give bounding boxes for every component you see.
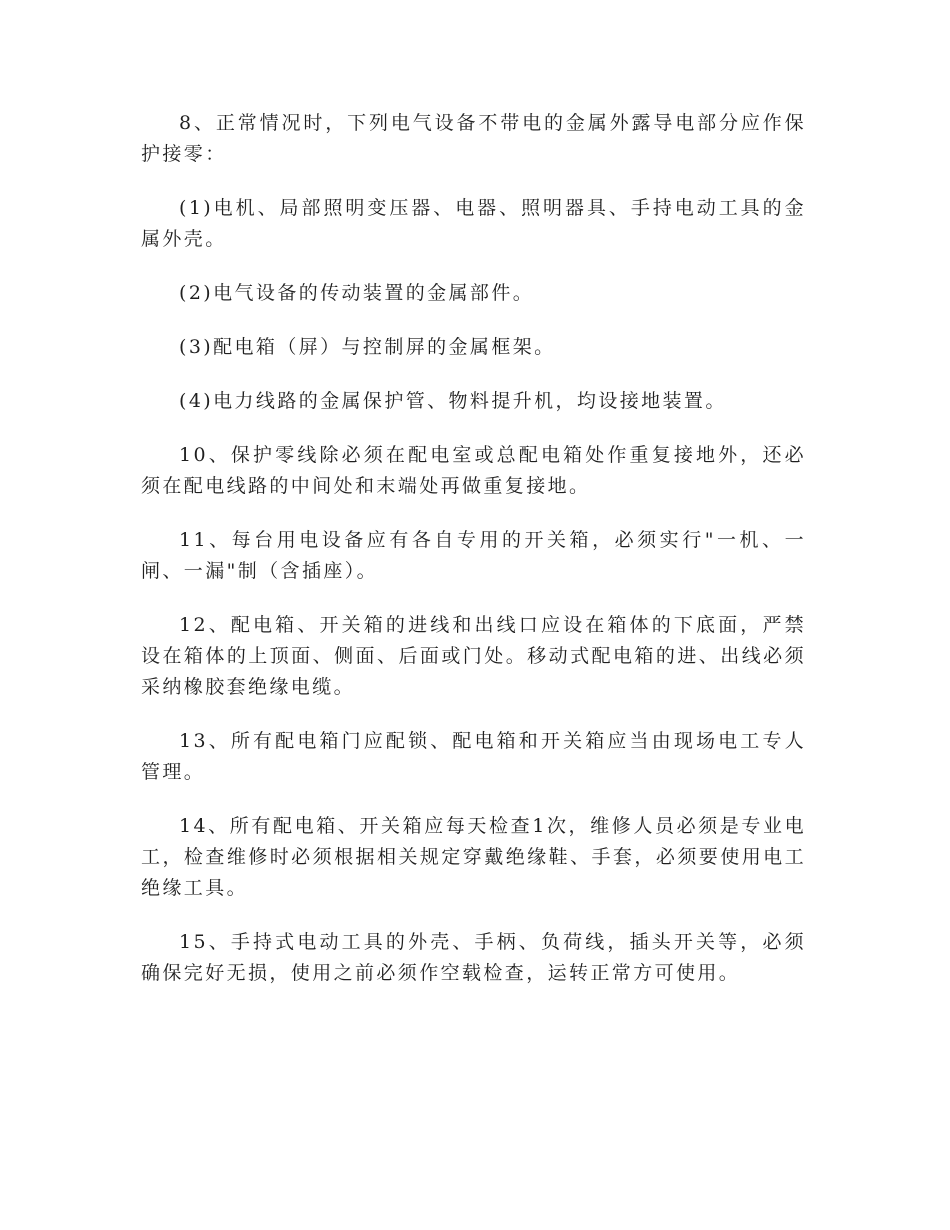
paragraph-subitem-4: (4)电力线路的金属保护管、物料提升机，均设接地装置。 (179, 390, 727, 412)
paragraph-item-12: 12、配电箱、开关箱的进线和出线口应设在箱体的下底面，严禁设在箱体的上顶面、侧面、后面或门处。移动式配电箱的进、出线必须采纳橡胶套绝缘电缆。 (141, 614, 806, 698)
paragraph-subitem-3: (3)配电箱（屏）与控制屏的金属框架。 (179, 336, 556, 358)
paragraph-item-8: 8、正常情况时，下列电气设备不带电的金属外露导电部分应作保护接零： (141, 112, 806, 165)
document-body (141, 108, 806, 1012)
paragraph-item-10: 10、保护零线除必须在配电室或总配电箱处作重复接地外，还必须在配电线路的中间处和末端处再做重复接地。 (141, 444, 806, 497)
paragraph-item-14: 14、所有配电箱、开关箱应每天检查1次，维修人员必须是专业电工，检查维修时必须根据相关规定穿戴绝缘鞋、手套，必须要使用电工绝缘工具。 (141, 815, 806, 899)
paragraph-subitem-1: (1)电机、局部照明变压器、电器、照明器具、手持电动工具的金属外壳。 (141, 197, 806, 250)
paragraph-item-11: 11、每台用电设备应有各自专用的开关箱，必须实行"一机、一闸、一漏"制（含插座）。 (141, 529, 806, 582)
paragraph-subitem-2: (2)电气设备的传动装置的金属部件。 (179, 282, 535, 304)
paragraph-item-15: 15、手持式电动工具的外壳、手柄、负荷线，插头开关等，必须确保完好无损，使用之前必须作空载检查，运转正常方可使用。 (141, 931, 806, 984)
paragraph-item-13: 13、所有配电箱门应配锁、配电箱和开关箱应当由现场电工专人管理。 (141, 730, 806, 783)
